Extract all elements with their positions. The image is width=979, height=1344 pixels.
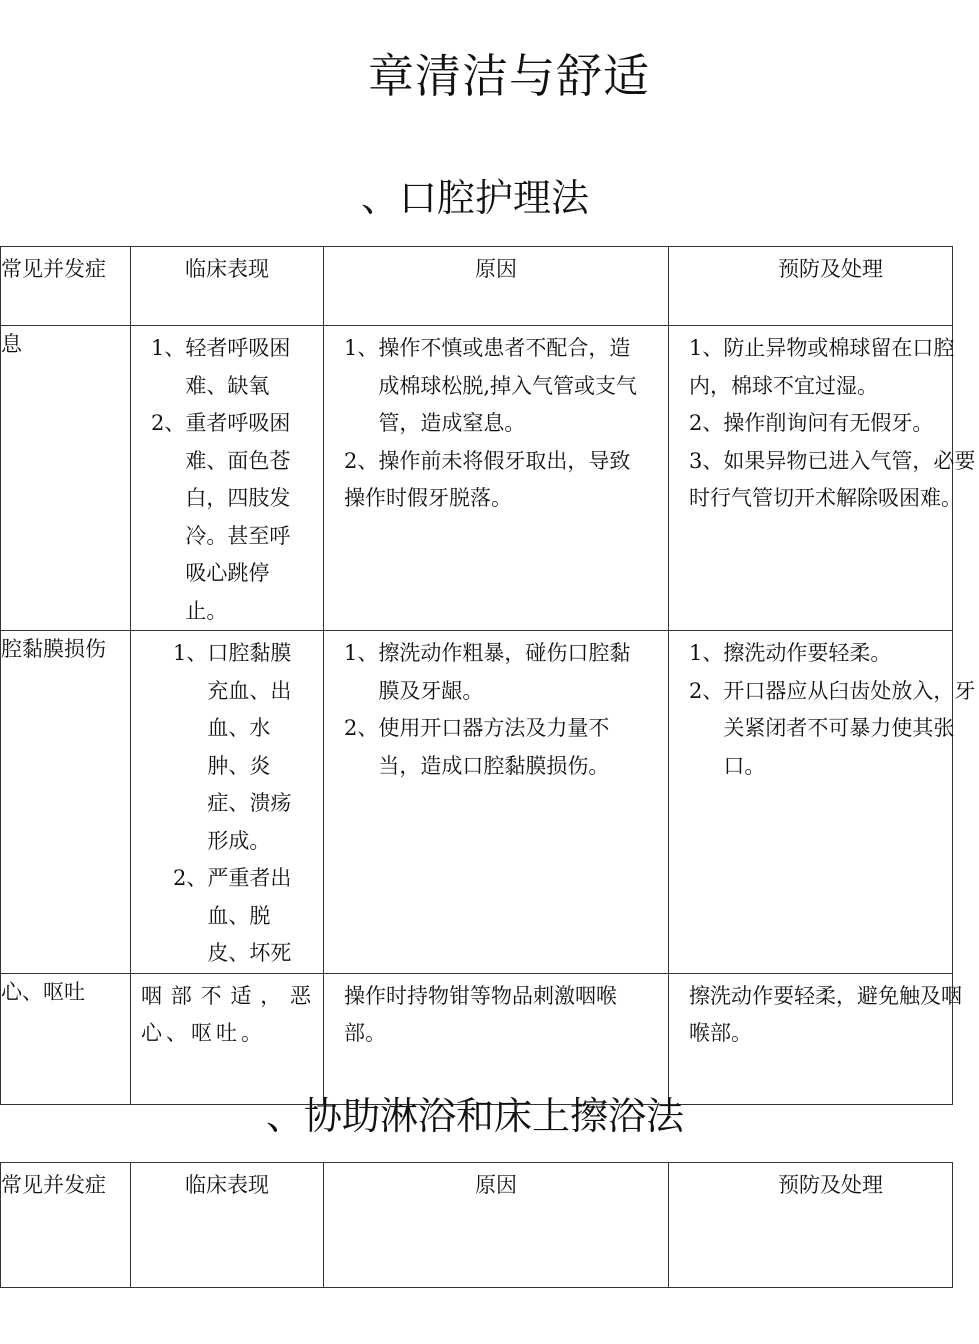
header-complication: 常见并发症 [1,247,131,326]
list-item: 1、 擦洗动作要轻柔。 [689,641,892,665]
table-row [1,326,953,631]
list-item: 2、操作削询问有无假牙。 [689,411,934,435]
cause-cell [324,631,669,974]
table-row [1,631,953,974]
header-prevention: 预防及处理 [669,247,953,326]
cause-cell [324,326,669,631]
prevention-cell [669,326,976,631]
section-title-oral-care: 、口腔护理法 [360,176,589,220]
list-item: 1、 口腔黏膜充血、出血、水肿、炎症、溃疡形成。 [173,641,292,853]
list-item: 1、 操作不慎或患者不配合，造成棉球松脱,掉入气管或支气管，造成窒息。 [344,336,638,435]
clinical-cell [131,631,324,974]
list-item: 2、操作前未将假牙取出，导致操作时假牙脱落。 [344,448,631,510]
header-prevention: 预防及处理 [669,1163,953,1288]
header-complication: 常见并发症 [1,1163,131,1288]
list-item: 3、如果异物已进入气管，必要时行气管切开术解除吸困难。 [689,448,976,510]
header-cause: 原因 [324,1163,669,1288]
list-item: 1、 擦洗动作粗暴，碰伤口腔黏膜及牙龈。 [344,641,631,703]
header-cause: 原因 [324,247,669,326]
table-header-row [1,247,953,326]
oral-care-table [0,246,976,1105]
bathing-table [0,1162,953,1288]
complication-cell: 心、呕吐 [1,973,131,1104]
list-item: 2、 开口器应从臼齿处放入，牙关紧闭者不可暴力使其张口。 [689,678,976,778]
bathing-table-wrap [0,1162,952,1238]
table-header-row [1,1163,953,1288]
prevention-cell [669,973,962,1104]
cause-cell [324,973,669,1104]
clinical-cell [131,973,324,1104]
list-item: 2、 严重者出血、脱皮、坏死 [173,866,292,965]
list-item: 2、 重者呼吸困难、面色苍白，四肢发冷。甚至呼吸心跳停止。 [151,411,291,623]
page-title: 章清洁与舒适 [368,49,650,103]
clinical-cell [131,326,324,631]
header-clinical: 临床表现 [131,1163,324,1288]
cause-text: 操作时持物钳等物品刺激咽喉部。 [344,983,617,1045]
table-row [1,973,953,1104]
list-item: 1、 轻者呼吸困难、缺氧 [151,336,291,398]
section-title-bathing: 、协助淋浴和床上擦浴法 [265,1094,684,1138]
header-clinical: 临床表现 [131,247,324,326]
list-item: 2、 使用开口器方法及力量不当，造成口腔黏膜损伤。 [344,716,610,778]
prevention-text: 擦洗动作要轻柔，避免触及咽喉部。 [689,983,962,1045]
complication-cell: 腔黏膜损伤 [1,631,131,974]
complication-cell: 息 [1,326,131,631]
clinical-text: 咽部不适，恶心、呕吐。 [141,983,315,1045]
prevention-cell [669,631,976,974]
list-item: 1、防止异物或棉球留在口腔内，棉球不宜过湿。 [689,336,955,398]
